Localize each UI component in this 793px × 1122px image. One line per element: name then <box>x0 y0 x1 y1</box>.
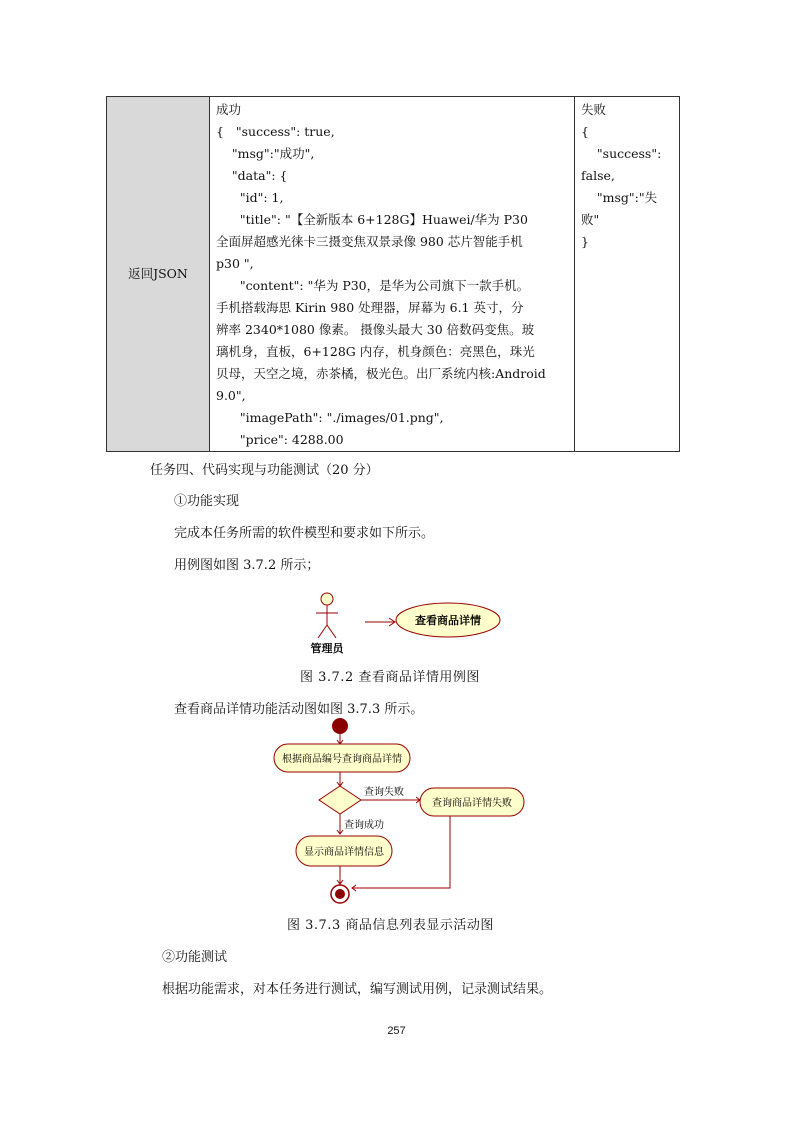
success-line: "msg":"成功", <box>216 146 315 161</box>
guard-success-label: 查询成功 <box>344 820 384 831</box>
activity-show-detail-label: 显示商品详情信息 <box>304 847 384 858</box>
paragraph-usecase-intro: 用例图如图 3.7.2 所示； <box>174 558 320 573</box>
failure-line: "msg":"失 <box>581 190 658 205</box>
api-return-table <box>106 96 680 452</box>
usecase-caption: 图 3.7.2 查看商品详情用例图 <box>300 670 480 685</box>
return-json-label: 返回JSON <box>107 97 210 452</box>
decision-node <box>319 786 361 814</box>
section-function-impl: ①功能实现 <box>174 494 240 509</box>
failure-cell <box>575 97 680 452</box>
success-line: p30 ", <box>216 256 254 271</box>
page-number: 257 <box>387 1025 406 1037</box>
activity-query-failed-label: 查询商品详情失败 <box>432 798 512 809</box>
paragraph-test-instructions: 根据功能需求，对本任务进行测试，编写测试用例，记录测试结果。 <box>162 982 553 997</box>
task-heading: 任务四、代码实现与功能测试（20 分） <box>150 463 379 478</box>
activity-diagram <box>270 716 532 908</box>
success-line: "imagePath": "./images/01.png", <box>216 410 444 425</box>
paragraph-activity-intro: 查看商品详情功能活动图如图 3.7.3 所示。 <box>174 702 424 717</box>
success-line: 全面屏超感光徕卡三摄变焦双景录像 980 芯片智能手机 <box>216 234 523 249</box>
success-line: 手机搭载海思 Kirin 980 处理器，屏幕为 6.1 英寸，分 <box>216 300 524 315</box>
success-line: "price": 4288.00 <box>216 432 344 447</box>
usecase-diagram <box>300 588 510 658</box>
paragraph-requirements: 完成本任务所需的软件模型和要求如下所示。 <box>174 526 435 541</box>
success-line: "content": "华为 P30，是华为公司旗下一款手机。 <box>216 278 530 293</box>
activity-query-detail-label: 根据商品编号查询商品详情 <box>282 754 402 765</box>
failure-line: 败" <box>581 212 600 227</box>
association-arrow <box>365 618 395 626</box>
success-line: 辨率 2340*1080 像素。 摄像头最大 30 倍数码变焦。玻 <box>216 322 535 337</box>
activity-caption: 图 3.7.3 商品信息列表显示活动图 <box>287 918 494 933</box>
success-line: "data": { <box>216 168 288 183</box>
section-function-test: ②功能测试 <box>162 950 228 965</box>
guard-fail-label: 查询失败 <box>364 787 404 798</box>
failure-line: false, <box>581 168 615 183</box>
success-line: { "success": true, <box>216 124 335 139</box>
success-line: "title": "【全新版本 6+128G】Huawei/华为 P30 <box>216 212 528 227</box>
actor-figure <box>316 593 338 638</box>
failure-line: "success": <box>581 146 662 161</box>
success-line: 璃机身，直板，6+128G 内存，机身颜色：亮黑色，珠光 <box>216 344 535 359</box>
failure-line: 失败 <box>581 102 607 117</box>
end-node <box>331 885 349 903</box>
success-line: 贝母，天空之境，赤茶橘，极光色。出厂系统内核:Android <box>216 366 546 381</box>
success-cell <box>210 97 575 452</box>
failure-line: } <box>581 234 589 249</box>
success-line: 成功 <box>216 102 242 117</box>
failure-line: { <box>581 124 589 139</box>
actor-label: 管理员 <box>310 642 344 655</box>
start-node <box>332 718 348 734</box>
success-line: "id": 1, <box>216 190 284 205</box>
success-line: 9.0", <box>216 388 246 403</box>
usecase-label: 查看商品详情 <box>415 614 481 627</box>
